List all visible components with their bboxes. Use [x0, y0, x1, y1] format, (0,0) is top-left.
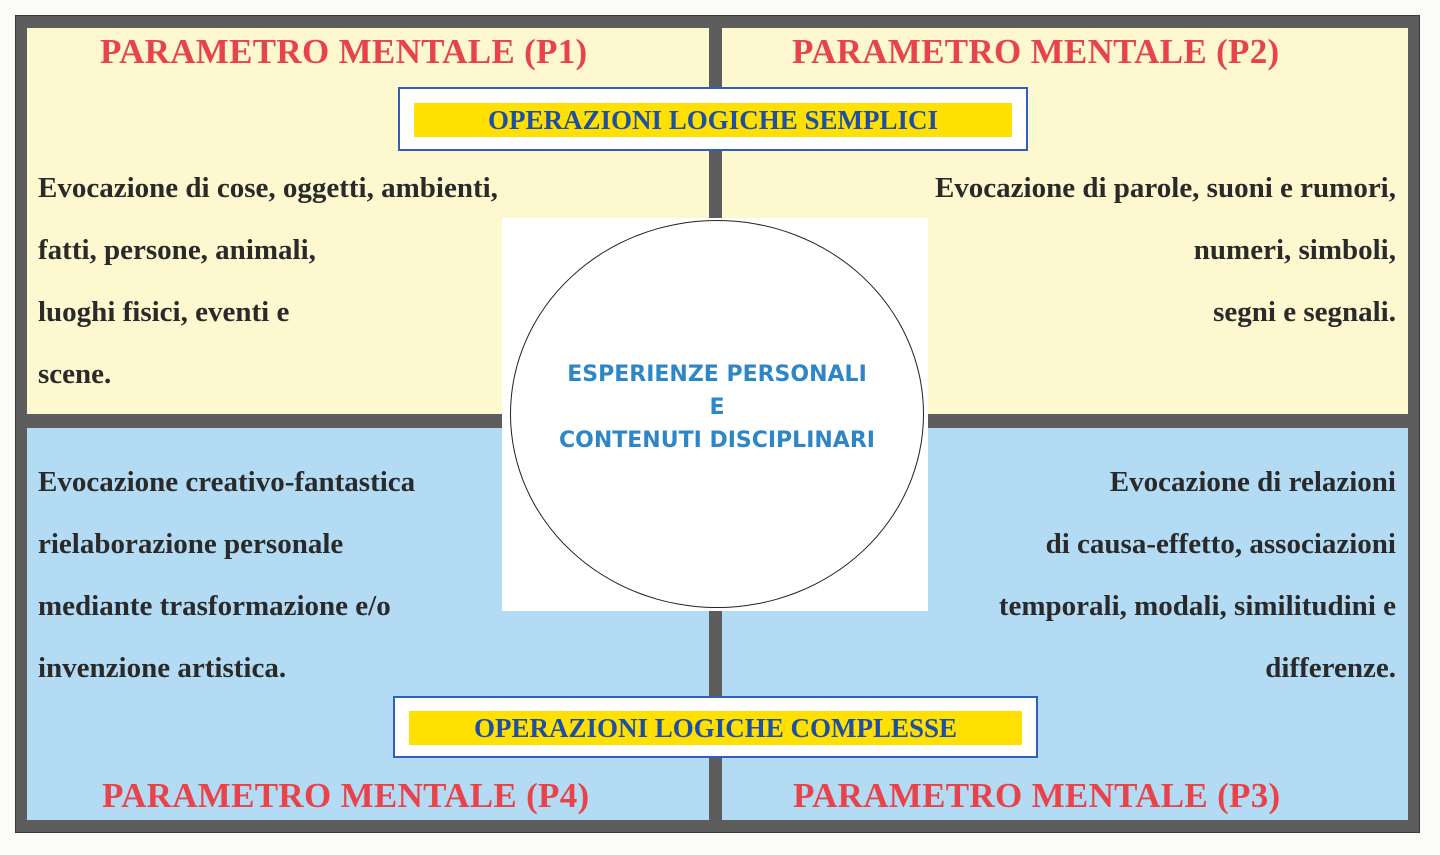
p3-description [999, 451, 1396, 699]
parameter-p1-title: PARAMETRO MENTALE (P1) [100, 32, 588, 71]
p3-line: di causa-effetto, associazioni [1045, 528, 1396, 560]
p4-line: Evocazione creativo-fantastica [38, 466, 416, 498]
p1-line: fatti, persone, animali, [38, 234, 316, 266]
p1-line: luoghi fisici, eventi e [38, 296, 290, 328]
complex-operations-label: OPERAZIONI LOGICHE COMPLESSE [409, 711, 1022, 745]
p3-line: temporali, modali, similitudini e [998, 590, 1396, 622]
p1-line: Evocazione di cose, oggetti, ambienti, [38, 172, 498, 204]
simple-operations-box [398, 87, 1028, 151]
p2-description [935, 157, 1396, 343]
center-line: ESPERIENZE PERSONALI [567, 362, 867, 387]
p2-line: segni e segnali. [1213, 296, 1396, 328]
p2-line: Evocazione di parole, suoni e rumori, [934, 172, 1396, 204]
complex-operations-box [393, 696, 1038, 758]
p4-line: mediante trasformazione e/o [38, 590, 391, 622]
center-label [510, 358, 924, 457]
p4-line: invenzione artistica. [38, 652, 287, 684]
center-line: E [709, 395, 725, 420]
p1-description [38, 157, 498, 405]
p3-line: differenze. [1265, 652, 1396, 684]
p3-line: Evocazione di relazioni [1109, 466, 1396, 498]
center-line: CONTENUTI DISCIPLINARI [559, 428, 875, 453]
p1-line: scene. [38, 358, 112, 390]
p2-line: numeri, simboli, [1193, 234, 1396, 266]
parameter-p3-title: PARAMETRO MENTALE (P3) [793, 776, 1281, 815]
simple-operations-label: OPERAZIONI LOGICHE SEMPLICI [414, 103, 1012, 137]
parameter-p4-title: PARAMETRO MENTALE (P4) [102, 776, 590, 815]
p4-description [38, 451, 415, 699]
p4-line: rielaborazione personale [38, 528, 344, 560]
parameter-p2-title: PARAMETRO MENTALE (P2) [792, 32, 1280, 71]
